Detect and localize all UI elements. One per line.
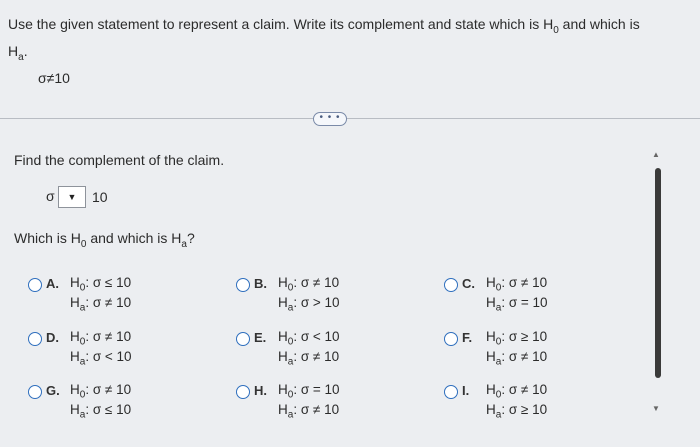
complement-sigma: σ bbox=[46, 188, 55, 204]
complement-dropdown[interactable] bbox=[58, 186, 86, 208]
scroll-up-icon[interactable]: ▲ bbox=[652, 150, 660, 159]
scroll-down-icon[interactable]: ▼ bbox=[652, 404, 660, 413]
find-complement-label: Find the complement of the claim. bbox=[14, 152, 225, 168]
which-suba: a bbox=[181, 238, 187, 250]
option-letter[interactable]: C. bbox=[462, 276, 475, 291]
option-letter[interactable]: D. bbox=[46, 330, 59, 345]
option-letter[interactable]: E. bbox=[254, 330, 267, 345]
option-h0: $H_0$: σ ≥ 10 bbox=[486, 329, 548, 348]
complement-value: 10 bbox=[92, 189, 108, 205]
which-mid: and which is H bbox=[86, 230, 182, 246]
option-letter[interactable]: I. bbox=[462, 383, 470, 398]
option-radio[interactable] bbox=[444, 385, 458, 399]
option-letter[interactable]: G. bbox=[46, 383, 60, 398]
question-mid: and which is bbox=[558, 16, 640, 32]
question-end: . bbox=[23, 42, 28, 59]
scrollbar-thumb[interactable] bbox=[655, 168, 661, 378]
option-radio[interactable] bbox=[236, 278, 250, 292]
option-letter[interactable]: A. bbox=[46, 276, 59, 291]
option-ha: $H_a$: σ ≤ 10 bbox=[70, 402, 132, 421]
option-h0: $H_0$: σ ≤ 10 bbox=[70, 275, 132, 294]
question-line2: H bbox=[8, 42, 19, 59]
option-radio[interactable] bbox=[444, 278, 458, 292]
option-radio[interactable] bbox=[28, 385, 42, 399]
option-radio[interactable] bbox=[28, 332, 42, 346]
option-ha: $H_a$: σ ≠ 10 bbox=[278, 349, 340, 368]
option-ha: $H_a$: σ > 10 bbox=[278, 295, 340, 314]
which-pre: Which is H bbox=[14, 230, 81, 246]
option-h0: $H_0$: σ ≠ 10 bbox=[278, 275, 340, 294]
option-ha: $H_a$: σ ≥ 10 bbox=[486, 402, 548, 421]
expand-dots-button[interactable]: • • • bbox=[313, 112, 347, 126]
option-letter[interactable]: H. bbox=[254, 383, 267, 398]
h0-subscript: 0 bbox=[553, 24, 559, 36]
option-letter[interactable]: F. bbox=[462, 330, 473, 345]
option-h0: $H_0$: σ ≠ 10 bbox=[486, 382, 548, 401]
option-radio[interactable] bbox=[236, 332, 250, 346]
option-ha: $H_a$: σ < 10 bbox=[70, 349, 132, 368]
question-line1: Use the given statement to represent a claim. Write its complement and state which is H bbox=[8, 16, 554, 32]
option-h0: $H_0$: σ = 10 bbox=[278, 382, 340, 401]
option-radio[interactable] bbox=[236, 385, 250, 399]
which-sub0: 0 bbox=[80, 238, 87, 250]
option-radio[interactable] bbox=[28, 278, 42, 292]
triangle-down-icon: ▼ bbox=[67, 192, 77, 202]
which-end: ? bbox=[186, 230, 195, 246]
option-ha: $H_a$: σ ≠ 10 bbox=[70, 295, 132, 314]
option-ha: $H_a$: σ = 10 bbox=[486, 295, 548, 314]
option-letter[interactable]: B. bbox=[254, 276, 267, 291]
question-text bbox=[8, 14, 688, 68]
option-h0: $H_0$: σ ≠ 10 bbox=[486, 275, 548, 294]
option-ha: $H_a$: σ ≠ 10 bbox=[486, 349, 548, 368]
option-h0: $H_0$: σ ≠ 10 bbox=[70, 382, 132, 401]
section-divider bbox=[0, 118, 700, 119]
which-label bbox=[14, 230, 195, 250]
option-h0: $H_0$: σ < 10 bbox=[278, 329, 340, 348]
ha-subscript: a bbox=[18, 51, 24, 63]
option-radio[interactable] bbox=[444, 332, 458, 346]
claim-statement: σ≠10 bbox=[38, 70, 70, 86]
option-ha: $H_a$: σ ≠ 10 bbox=[278, 402, 340, 421]
option-h0: $H_0$: σ ≠ 10 bbox=[70, 329, 132, 348]
